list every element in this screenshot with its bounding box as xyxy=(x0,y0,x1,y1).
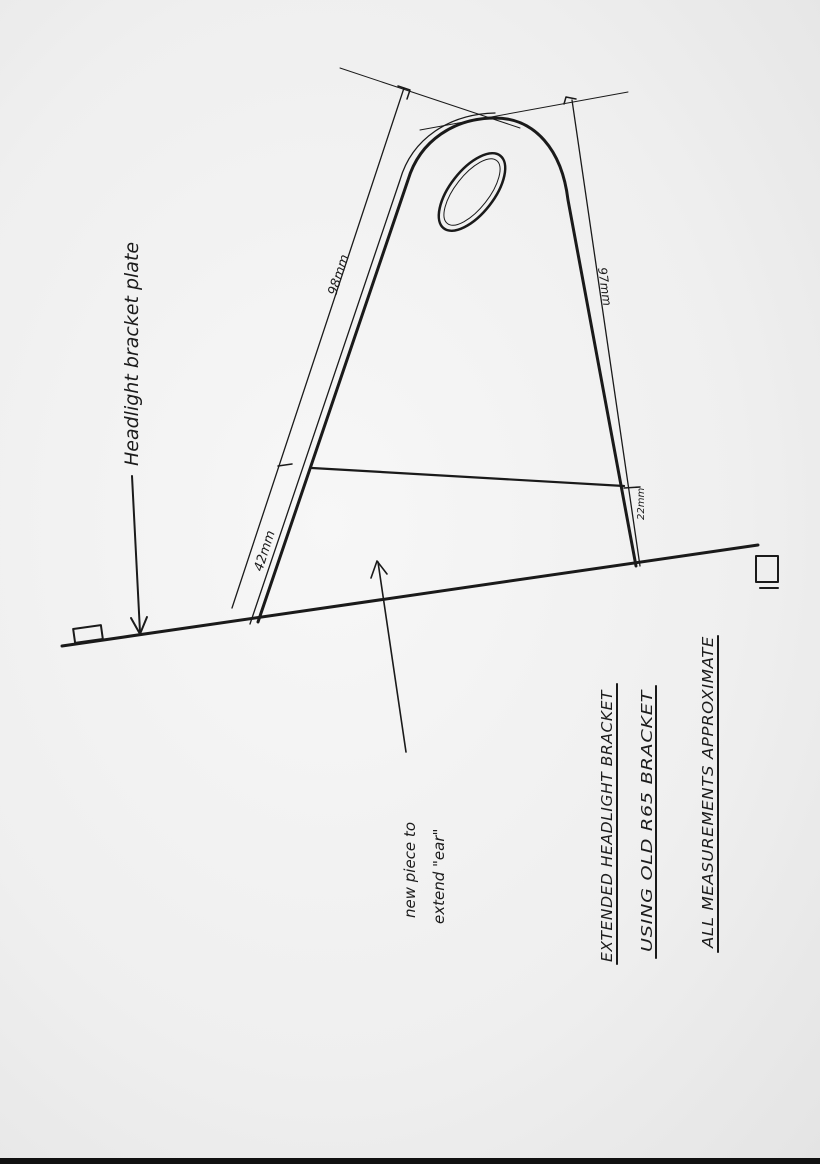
dimension-line-left xyxy=(232,88,404,608)
plate-marker-left xyxy=(73,625,103,643)
new-piece-label-line2: extend "ear" xyxy=(430,828,448,924)
dim-label-97mm: 97mm xyxy=(595,266,615,307)
plate-label: Headlight bracket plate xyxy=(121,241,143,466)
bracket-plate-line xyxy=(62,545,758,646)
dim-label-98mm: 98mm xyxy=(325,252,353,298)
slot-hole xyxy=(426,142,517,242)
bracket-outline-inner xyxy=(250,113,495,624)
scan-edge xyxy=(0,1158,820,1164)
note-disclaimer: ALL MEASUREMENTS APPROXIMATE xyxy=(699,693,717,948)
plate-marker-right xyxy=(756,556,778,582)
note-subtitle: USING OLD R65 BRACKET xyxy=(638,767,656,952)
dim-label-42mm: 42mm xyxy=(251,528,279,574)
new-piece-arrow-shaft xyxy=(378,562,406,752)
plate-arrow-shaft xyxy=(132,476,140,632)
new-piece-label-line1: new piece to xyxy=(401,822,419,918)
dim-label-22mm: 22mm xyxy=(636,487,647,520)
construction-line xyxy=(340,68,520,128)
bracket-outline xyxy=(258,118,636,622)
join-line xyxy=(312,468,624,486)
dimension-line-right xyxy=(572,100,640,566)
note-title: EXTENDED HEADLIGHT BRACKET xyxy=(598,724,616,962)
